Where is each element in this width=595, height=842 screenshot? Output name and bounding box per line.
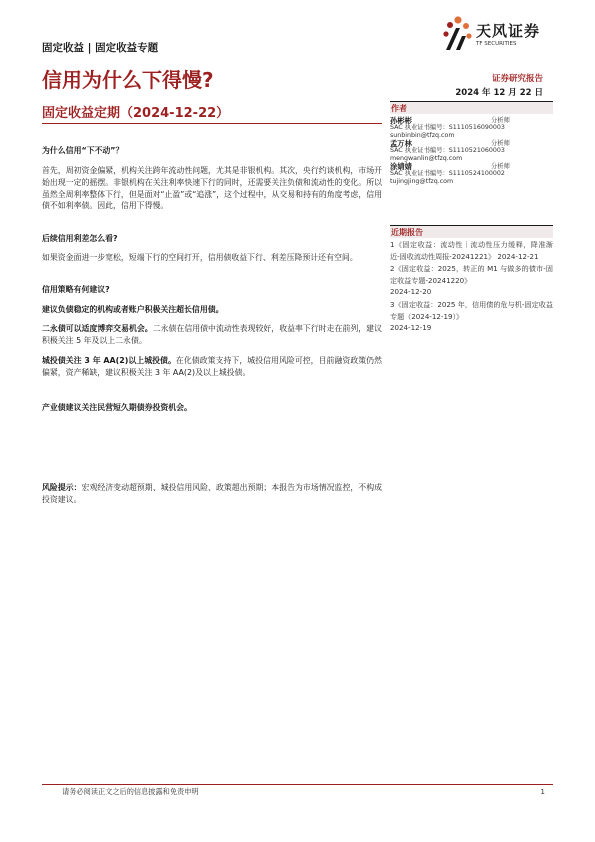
author-email[interactable]: sunbinbin@tfzq.com [390,131,455,139]
author-role: 分析师 [491,163,510,170]
logo-text: 天风证券 [476,22,541,40]
author-card [390,163,553,186]
page-subtitle: 固定收益定期（2024-12-22） [42,106,230,121]
author-name: 孙彬彬 [390,116,412,125]
strategy-item: 城投债关注 3 年 AA(2)以上城投债。在化债政策支持下，城投信用风险可控，目前融资政策仍然偏紧，资产稀缺，建议积极关注 3 年 AA(2)及以上城投债。 [42,356,382,377]
author-name: 孟万林 [390,139,412,148]
author-card [390,140,553,163]
logo-subtext: TF SECURITIES [476,41,517,47]
report-type: 证券研究报告 [491,74,543,84]
recent-report-item[interactable] [390,299,553,334]
strategy-item: 产业债建议关注民营短久期债券投资机会。 [42,403,192,412]
risk-warning: 风险提示：宏观经济变动超预期、城投信用风险、政策超出预期；本报告为市场情况监控，不构成投资建议。 [42,483,382,504]
author-license: SAC 执业证书编号：S1110516090003 [390,124,505,132]
recent-report-title[interactable]: 3《固定收益：2025 年，信用债的危与机-固定收益专题（2024-12-19）》 [390,299,553,321]
title-divider [42,123,382,124]
footer-disclaimer[interactable]: 请务必阅读正文之后的信息披露和免责申明 [62,787,199,796]
author-email[interactable]: mengwanlin@tfzq.com [390,154,463,162]
recent-report-item[interactable] [390,263,553,298]
author-license: SAC 执业证书编号：S1110524100002 [390,170,505,178]
recent-report-date: 2024-12-19 [390,323,432,333]
q2-heading: 后续信用利差怎么看? [42,234,118,243]
page-number: 1 [540,787,545,796]
recent-report-item[interactable] [390,239,553,262]
author-email[interactable]: tujingjing@tfzq.com [390,177,454,185]
footer-divider [42,784,553,785]
recent-report-date: 2024-12-21 [497,251,539,261]
strategy-item: 二永债可以适度博弈交易机会。二永债在信用债中流动性表现较好，收益率下行时走在前列，建议积极关注 5 年及以上二永债。 [42,324,382,345]
logo-mark-icon [436,14,476,54]
company-logo [436,14,556,54]
author-license: SAC 执业证书编号：S1110521060003 [390,147,505,155]
author-role: 分析师 [491,140,510,147]
authors-heading: 作者 [390,101,553,114]
recent-report-title[interactable]: 1《固定收益：流动性｜流动性压力缓释，降准渐近-固收流动性周报-20241221》 [390,240,553,261]
report-date: 2024 年 12 月 22 日 [455,88,543,98]
strategy-item: 建议负债稳定的机构或者账户积极关注超长信用债。 [42,305,224,314]
recent-reports-panel [390,225,553,334]
authors-panel [390,101,553,186]
author-name: 涂婧婧 [390,162,412,171]
q3-heading: 信用策略有何建议? [42,285,110,294]
report-category: 固定收益 | 固定收益专题 [42,42,159,54]
recent-reports-heading: 近期报告 [390,225,553,238]
page-title: 信用为什么下得慢? [42,68,214,92]
author-role: 分析师 [491,117,510,124]
q1-heading: 为什么信用“下不动”？ [42,146,124,155]
q1-body: 首先，周初资金偏紧，机构关注跨年流动性问题，尤其是非银机构。其次，央行约谈机构，市场开始出现一定的摇摆。非银机构在关注利率快速下行的同时，还需要关注负债和流动性的变化。所以虽然全周利率整体下行，但是面对“止盈”或“追涨”，这个过程中，从交易和持有的角度考虑，信用债不如利率债。因此，信用下得慢。 [42,166,382,211]
recent-report-title[interactable]: 2《固定收益：2025，转正的 M1 与做多的债市-固定收益专题-20241220》 [390,264,553,285]
q2-body: 如果资金面进一步宽松，短端下行的空间打开，信用债收益下行、利差压降预计还有空间。 [42,253,358,262]
author-card [390,117,553,140]
recent-report-date: 2024-12-20 [390,287,432,297]
